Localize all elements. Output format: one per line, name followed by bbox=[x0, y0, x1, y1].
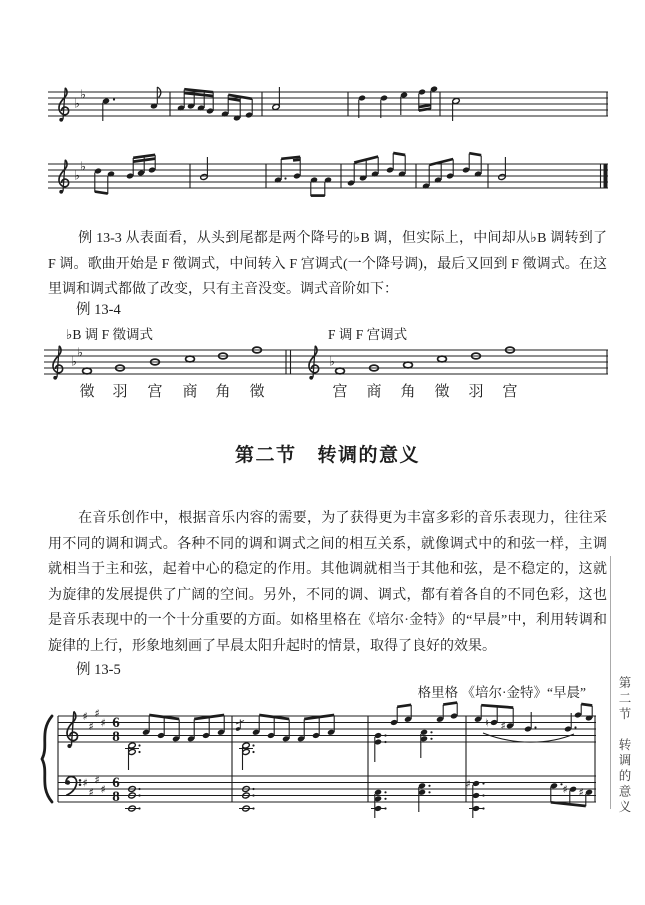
measure bbox=[125, 715, 225, 812]
staff-lines bbox=[48, 92, 608, 116]
key-signature bbox=[329, 354, 335, 369]
key-signature bbox=[71, 345, 83, 369]
degree-label: 羽 bbox=[468, 384, 484, 400]
music-system-1 bbox=[40, 76, 610, 138]
treble-clef-icon bbox=[59, 160, 69, 194]
music-system-2 bbox=[40, 148, 610, 212]
section-title: 转调的意义 bbox=[317, 445, 420, 466]
degree-label: 徵 bbox=[249, 384, 265, 400]
svg-text:♭: ♭ bbox=[74, 95, 80, 111]
scale-notes-right bbox=[336, 347, 515, 374]
measure bbox=[358, 86, 438, 118]
svg-text:6: 6 bbox=[112, 775, 120, 791]
example-13-5-label: 例 13-5 bbox=[76, 662, 121, 678]
svg-text:♯: ♯ bbox=[562, 782, 568, 796]
svg-text:♭: ♭ bbox=[80, 158, 86, 174]
treble-clef-icon bbox=[59, 88, 69, 122]
measure bbox=[177, 89, 253, 121]
staff-lines bbox=[44, 350, 608, 374]
svg-text:♮: ♮ bbox=[485, 716, 489, 730]
svg-text:♭: ♭ bbox=[74, 167, 80, 183]
degree-label: 徵 bbox=[79, 384, 95, 400]
svg-text:6: 6 bbox=[112, 715, 120, 731]
treble-clef-icon bbox=[67, 711, 77, 748]
paragraph-example-13-3: 例 13-3 从表面看，从头到尾都是两个降号的♭B 调，但实际上，中间却从♭B 调转到了 F 调。歌曲开始是 F 徵调式，中间转入 F 宫调式(一个降号调)，最后又回到 F 徵调式。在这里调和调式都做了改变，只有主音没变。调式音阶如下： bbox=[48, 231, 607, 297]
svg-text:8: 8 bbox=[112, 789, 120, 805]
svg-text:♯: ♯ bbox=[465, 777, 471, 791]
measure bbox=[498, 157, 506, 180]
section-heading bbox=[48, 440, 607, 467]
scale-right-caption: F 调 F 宫调式 bbox=[328, 327, 408, 342]
measure bbox=[272, 87, 280, 110]
scale-left-caption: ♭B 调 F 徵调式 bbox=[66, 327, 154, 342]
svg-text:♯: ♯ bbox=[500, 719, 506, 733]
degree-label: 宫 bbox=[332, 384, 348, 400]
degree-label: 商 bbox=[366, 384, 382, 400]
sidebar-chapter-marker: 第二节 转调的意义 bbox=[617, 676, 631, 816]
degree-label: 商 bbox=[182, 384, 198, 400]
example-13-4-label: 例 13-4 bbox=[76, 302, 121, 318]
time-signature-bass bbox=[112, 775, 120, 805]
svg-text:♯: ♯ bbox=[88, 720, 94, 733]
svg-text:♯: ♯ bbox=[578, 786, 584, 799]
svg-text:8: 8 bbox=[112, 729, 120, 745]
svg-text:♯: ♯ bbox=[88, 786, 94, 799]
degree-label: 宫 bbox=[502, 384, 518, 400]
svg-text:♯: ♯ bbox=[100, 716, 106, 730]
measure bbox=[200, 157, 208, 180]
measure bbox=[371, 703, 458, 818]
svg-text:♭: ♭ bbox=[329, 353, 335, 369]
svg-text:♯: ♯ bbox=[82, 710, 88, 723]
svg-text:♭: ♭ bbox=[77, 344, 83, 360]
time-signature-treble bbox=[112, 715, 120, 745]
degree-label: 羽 bbox=[112, 384, 128, 400]
treble-clef-icon bbox=[309, 346, 319, 380]
measure bbox=[452, 98, 460, 121]
treble-clef-icon bbox=[53, 346, 63, 380]
paragraph-modulation-meaning: 在音乐创作中，根据音乐内容的需要，为了获得更为丰富多彩的音乐表现力，往往采用不同的调和调式。各种不同的调和调式之间的相互关系，就像调式中的和弦一样，主调就相当于主和弦，起着中心的稳定的作用。其他调就相当于其他和弦，是不稳定的，这就为旋律的发展提供了广阔的空间。另外，不同的调、调式，都有着各自的不同色彩，这也是音乐表现中的一个十分重要的方面。如格里格在《培尔·金特》的“早晨”中，利用转调和旋律的上行，形象地刻画了早晨太阳升起时的情景，取得了良好的效果。 bbox=[48, 511, 607, 654]
bass-clef-icon bbox=[66, 777, 82, 796]
degree-label: 角 bbox=[215, 384, 231, 400]
svg-text:♯: ♯ bbox=[100, 783, 106, 796]
key-signature bbox=[74, 159, 86, 183]
svg-text:♭: ♭ bbox=[71, 353, 77, 369]
svg-text:♯: ♯ bbox=[94, 773, 100, 787]
degree-label: 宫 bbox=[147, 384, 163, 400]
scale-notes-left bbox=[83, 347, 262, 374]
measure bbox=[465, 704, 593, 818]
svg-text:♯: ♯ bbox=[94, 707, 100, 720]
measure bbox=[422, 153, 482, 189]
grand-staff-brace bbox=[42, 716, 52, 802]
key-signature bbox=[74, 87, 86, 111]
svg-text:♭: ♭ bbox=[80, 86, 86, 102]
svg-text:♯: ♯ bbox=[82, 776, 88, 790]
degree-label: 角 bbox=[400, 384, 416, 400]
measure bbox=[235, 715, 335, 812]
music-piano-system bbox=[28, 700, 610, 840]
sidebar-rule bbox=[610, 556, 611, 809]
degree-label: 徵 bbox=[434, 384, 450, 400]
section-number: 第二节 bbox=[235, 445, 297, 466]
attribution: 格里格 《培尔·金特》“早晨” bbox=[417, 685, 586, 700]
